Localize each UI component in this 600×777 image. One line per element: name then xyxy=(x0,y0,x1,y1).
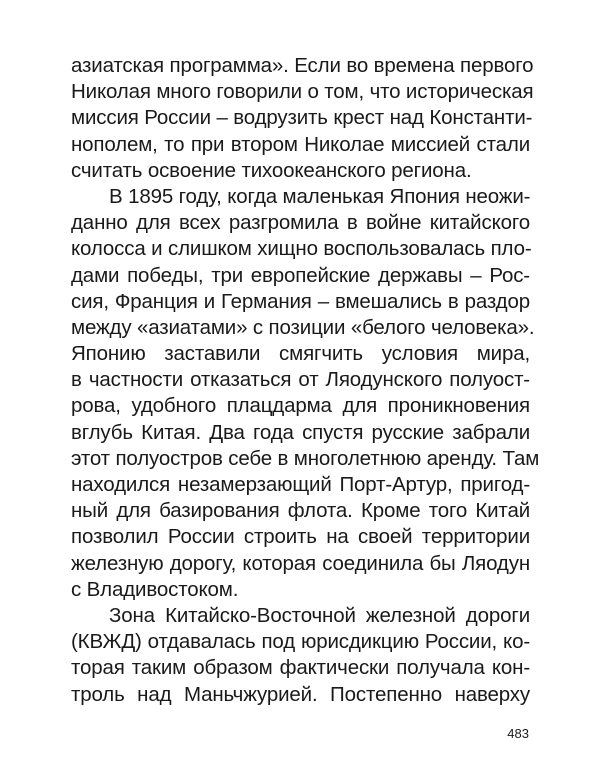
text-line: дами победы, три европейские державы – Рос- xyxy=(71,263,530,287)
page-number: 483 xyxy=(507,726,529,741)
text-line: между «азиатами» с позиции «белого человека». xyxy=(71,315,535,339)
text-line: с Владивостоком. xyxy=(71,577,239,601)
text-line: Японию заставили смягчить условия мира, xyxy=(71,342,530,366)
text-line: вглубь Китая. Два года спустя русские забрали xyxy=(71,420,530,444)
text-line: миссия России – водрузить крест над Константи- xyxy=(71,106,533,130)
text-line: рова, удобного плацдарма для проникновения xyxy=(71,394,530,418)
text-line: торая таким образом фактически получала кон- xyxy=(71,656,530,680)
text-line: в частности отказаться от Ляодунского полуост- xyxy=(71,368,530,392)
text-line: данно для всех разгромила в войне китайского xyxy=(71,211,530,235)
text-line: Зона Китайско-Восточной железной дороги xyxy=(109,603,530,627)
text-line: железную дорогу, которая соединила бы Ляодун xyxy=(71,551,530,575)
text-line: (КВЖД) отдавалась под юрисдикцию России, ко- xyxy=(71,630,530,654)
text-line: ный для базирования флота. Кроме того Китай xyxy=(71,499,530,523)
text-line: троль над Маньчжурией. Постепенно наверху xyxy=(71,682,530,706)
text-line: этот полуостров себе в многолетнюю аренду. Там xyxy=(71,446,540,470)
text-line: нополем, то при втором Николае миссией стали xyxy=(71,132,530,156)
text-line: колосса и слишком хищно воспользовалась пло- xyxy=(71,237,532,261)
text-line: находился незамерзающий Порт-Артур, пригод- xyxy=(71,473,530,496)
text-line: сия, Франция и Германия – вмешались в раздор xyxy=(71,289,530,313)
text-line: позволил России строить на своей территории xyxy=(71,525,530,549)
text-line: Николая много говорили о том, что историческая xyxy=(71,80,534,104)
text-line: азиатская программа». Если во времена первого xyxy=(71,54,534,77)
body-text xyxy=(71,53,540,708)
text-line: В 1895 году, когда маленькая Япония неожи- xyxy=(109,184,531,208)
text-line: считать освоение тихоокеанского региона. xyxy=(71,158,472,182)
